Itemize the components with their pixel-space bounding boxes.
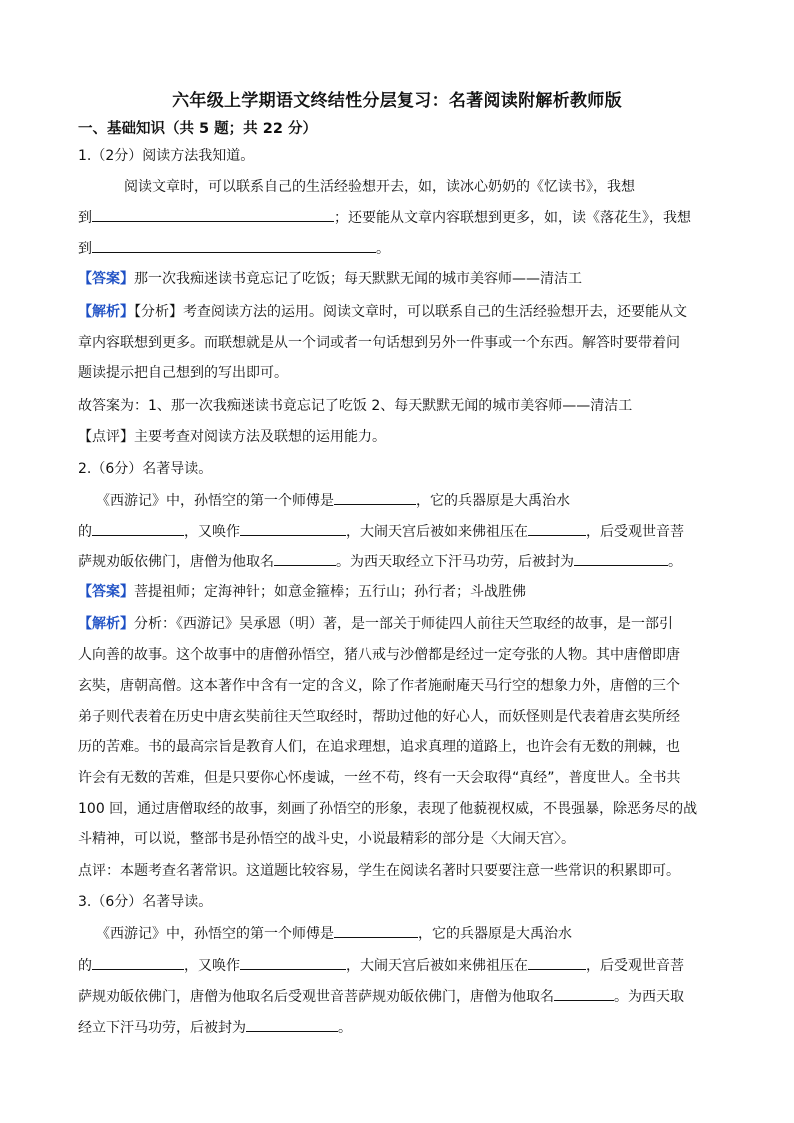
q3-line-4-lead: 经立下汗马功劳，后被封为 bbox=[78, 1020, 246, 1036]
q2-comment: 点评：本题考查名著常识。这道题比较容易，学生在阅读名著时只要要注意一些常识的积累即可。 bbox=[78, 863, 680, 879]
q2-analysis-5: 历的苦难。书的最高宗旨是教育人们，在追求理想，追求真理的道路上，也许会有无数的荆棘，也 bbox=[78, 739, 680, 755]
q2-line-1-lead: 《西游记》中，孙悟空的第一个师傅是 bbox=[96, 493, 334, 509]
q1-line-3-tail: 。 bbox=[376, 241, 390, 257]
comment-tag: 【点评】 bbox=[78, 429, 134, 445]
q1-analysis-3: 题读提示把自己想到的写出即可。 bbox=[78, 365, 288, 381]
q2-blank-6[interactable] bbox=[574, 551, 668, 566]
q2-line-3-tail: 。 bbox=[668, 554, 682, 570]
q1-line-2-tail: ；还要能从文章内容联想到更多，如，读《落花生》，我想 bbox=[334, 210, 691, 226]
q2-analysis-text-1: 分析：《西游记》吴承恩（明）著，是一部关于师徒四人前往天竺取经的故事，是一部引 bbox=[134, 616, 673, 632]
q3-heading: 3.（6分）名著导读。 bbox=[78, 894, 213, 910]
q2-heading: 2.（6分）名著导读。 bbox=[78, 461, 213, 477]
q1-blank-1[interactable] bbox=[92, 207, 334, 222]
q3-blank-4[interactable] bbox=[528, 955, 586, 970]
q3-blank-3[interactable] bbox=[240, 955, 346, 970]
q1-analysis-1 bbox=[78, 302, 687, 322]
analysis-tag: 【解析】 bbox=[78, 616, 134, 632]
analysis-tag: 【解析】 bbox=[78, 304, 134, 320]
q1-line-3-lead: 到 bbox=[78, 241, 92, 257]
q2-line-3 bbox=[78, 551, 682, 572]
q3-blank-2[interactable] bbox=[92, 955, 184, 970]
q1-heading: 1.（2分）阅读方法我知道。 bbox=[78, 148, 255, 164]
document-title: 六年级上学期语文终结性分层复习：名著阅读附解析教师版 bbox=[172, 91, 622, 111]
q2-line-1-tail: ，它的兵器原是大禹治水 bbox=[416, 493, 570, 509]
q1-line-3 bbox=[78, 238, 390, 259]
q2-line-1 bbox=[96, 490, 570, 511]
q1-blank-2[interactable] bbox=[92, 238, 376, 253]
q1-answer bbox=[78, 269, 582, 289]
q1-line-2 bbox=[78, 207, 691, 228]
q2-analysis-2: 人向善的故事。这个故事中的唐僧孙悟空，猪八戒与沙僧都是经过一定夸张的人物。其中唐僧即唐 bbox=[78, 647, 680, 663]
q2-line-2-mid1: ，又唤作 bbox=[184, 524, 240, 540]
q2-analysis-4: 弟子则代表着在历史中唐玄奘前往天竺取经时，帮助过他的好心人，而妖怪则是代表着唐玄奘所经 bbox=[78, 709, 680, 725]
q2-blank-3[interactable] bbox=[240, 521, 346, 536]
q2-analysis-1 bbox=[78, 614, 673, 634]
q2-line-2 bbox=[78, 521, 684, 542]
q3-line-2-mid1: ，又唤作 bbox=[184, 958, 240, 974]
q3-line-3-lead: 萨规劝皈依佛门，唐僧为他取名后受观世音菩萨规劝皈依佛门，唐僧为他取名 bbox=[78, 989, 554, 1005]
q1-analysis-2: 章内容联想到更多。而联想就是从一个词或者一句话想到另外一件事或一个东西。解答时要带着问 bbox=[78, 335, 680, 351]
q1-comment-text: 主要考查对阅读方法及联想的运用能力。 bbox=[134, 429, 386, 445]
q3-line-2-lead: 的 bbox=[78, 958, 92, 974]
q3-line-4 bbox=[78, 1017, 352, 1038]
q3-line-4-tail: 。 bbox=[338, 1020, 352, 1036]
q3-line-2 bbox=[78, 955, 684, 976]
q3-line-3 bbox=[78, 986, 684, 1007]
q1-line-1: 阅读文章时，可以联系自己的生活经验想开去，如，读冰心奶奶的《忆读书》，我想 bbox=[124, 179, 635, 195]
q3-line-1-tail: ，它的兵器原是大禹治水 bbox=[418, 926, 572, 942]
q2-line-3-lead: 萨规劝皈依佛门，唐僧为他取名 bbox=[78, 554, 274, 570]
q2-blank-2[interactable] bbox=[92, 521, 184, 536]
q2-blank-1[interactable] bbox=[334, 490, 416, 505]
q2-blank-5[interactable] bbox=[274, 551, 336, 566]
q2-analysis-3: 玄奘，唐朝高僧。这本著作中含有一定的含义，除了作者施耐庵天马行空的想象力外，唐僧的三个 bbox=[78, 678, 680, 694]
q2-line-3-mid: 。为西天取经立下汗马功劳，后被封为 bbox=[336, 554, 574, 570]
answer-tag: 【答案】 bbox=[78, 584, 134, 600]
q3-line-2-tail: ，后受观世音菩 bbox=[586, 958, 684, 974]
q1-final-answer: 故答案为：1、那一次我痴迷读书竟忘记了吃饭 2、每天默默无闻的城市美容师——清洁工 bbox=[78, 398, 633, 414]
q1-answer-text: 那一次我痴迷读书竟忘记了吃饭；每天默默无闻的城市美容师——清洁工 bbox=[134, 271, 582, 287]
answer-tag: 【答案】 bbox=[78, 271, 134, 287]
q3-blank-5[interactable] bbox=[554, 986, 614, 1001]
q3-line-2-mid2: ，大闹天宫后被如来佛祖压在 bbox=[346, 958, 528, 974]
q3-blank-1[interactable] bbox=[334, 923, 418, 938]
section-heading: 一、基础知识（共 5 题；共 22 分） bbox=[78, 121, 317, 137]
q3-line-1-lead: 《西游记》中，孙悟空的第一个师傅是 bbox=[96, 926, 334, 942]
q2-analysis-7: 100 回，通过唐僧取经的故事，刻画了孙悟空的形象，表现了他藐视权威，不畏强暴，除恶务尽的战 bbox=[78, 801, 698, 817]
q2-blank-4[interactable] bbox=[528, 521, 586, 536]
q3-blank-6[interactable] bbox=[246, 1017, 338, 1032]
q2-analysis-8: 斗精神，可以说，整部书是孙悟空的战斗史，小说最精彩的部分是〈大闹天宫〉。 bbox=[78, 831, 575, 847]
q2-line-2-lead: 的 bbox=[78, 524, 92, 540]
q2-answer bbox=[78, 582, 526, 602]
q1-comment bbox=[78, 427, 386, 447]
q2-analysis-6: 许会有无数的苦难，但是只要你心怀虔诚，一丝不苟，终有一天会取得“真经”，普度世人。全书共 bbox=[78, 770, 681, 786]
q2-line-2-tail: ，后受观世音菩 bbox=[586, 524, 684, 540]
q3-line-3-tail: 。为西天取 bbox=[614, 989, 684, 1005]
q1-analysis-text-1: 【分析】考查阅读方法的运用。阅读文章时，可以联系自己的生活经验想开去，还要能从文 bbox=[134, 304, 687, 320]
q3-line-1 bbox=[96, 923, 572, 944]
q2-line-2-mid2: ，大闹天宫后被如来佛祖压在 bbox=[346, 524, 528, 540]
q1-line-2-lead: 到 bbox=[78, 210, 92, 226]
q2-answer-text: 菩提祖师；定海神针；如意金箍棒；五行山；孙行者；斗战胜佛 bbox=[134, 584, 526, 600]
